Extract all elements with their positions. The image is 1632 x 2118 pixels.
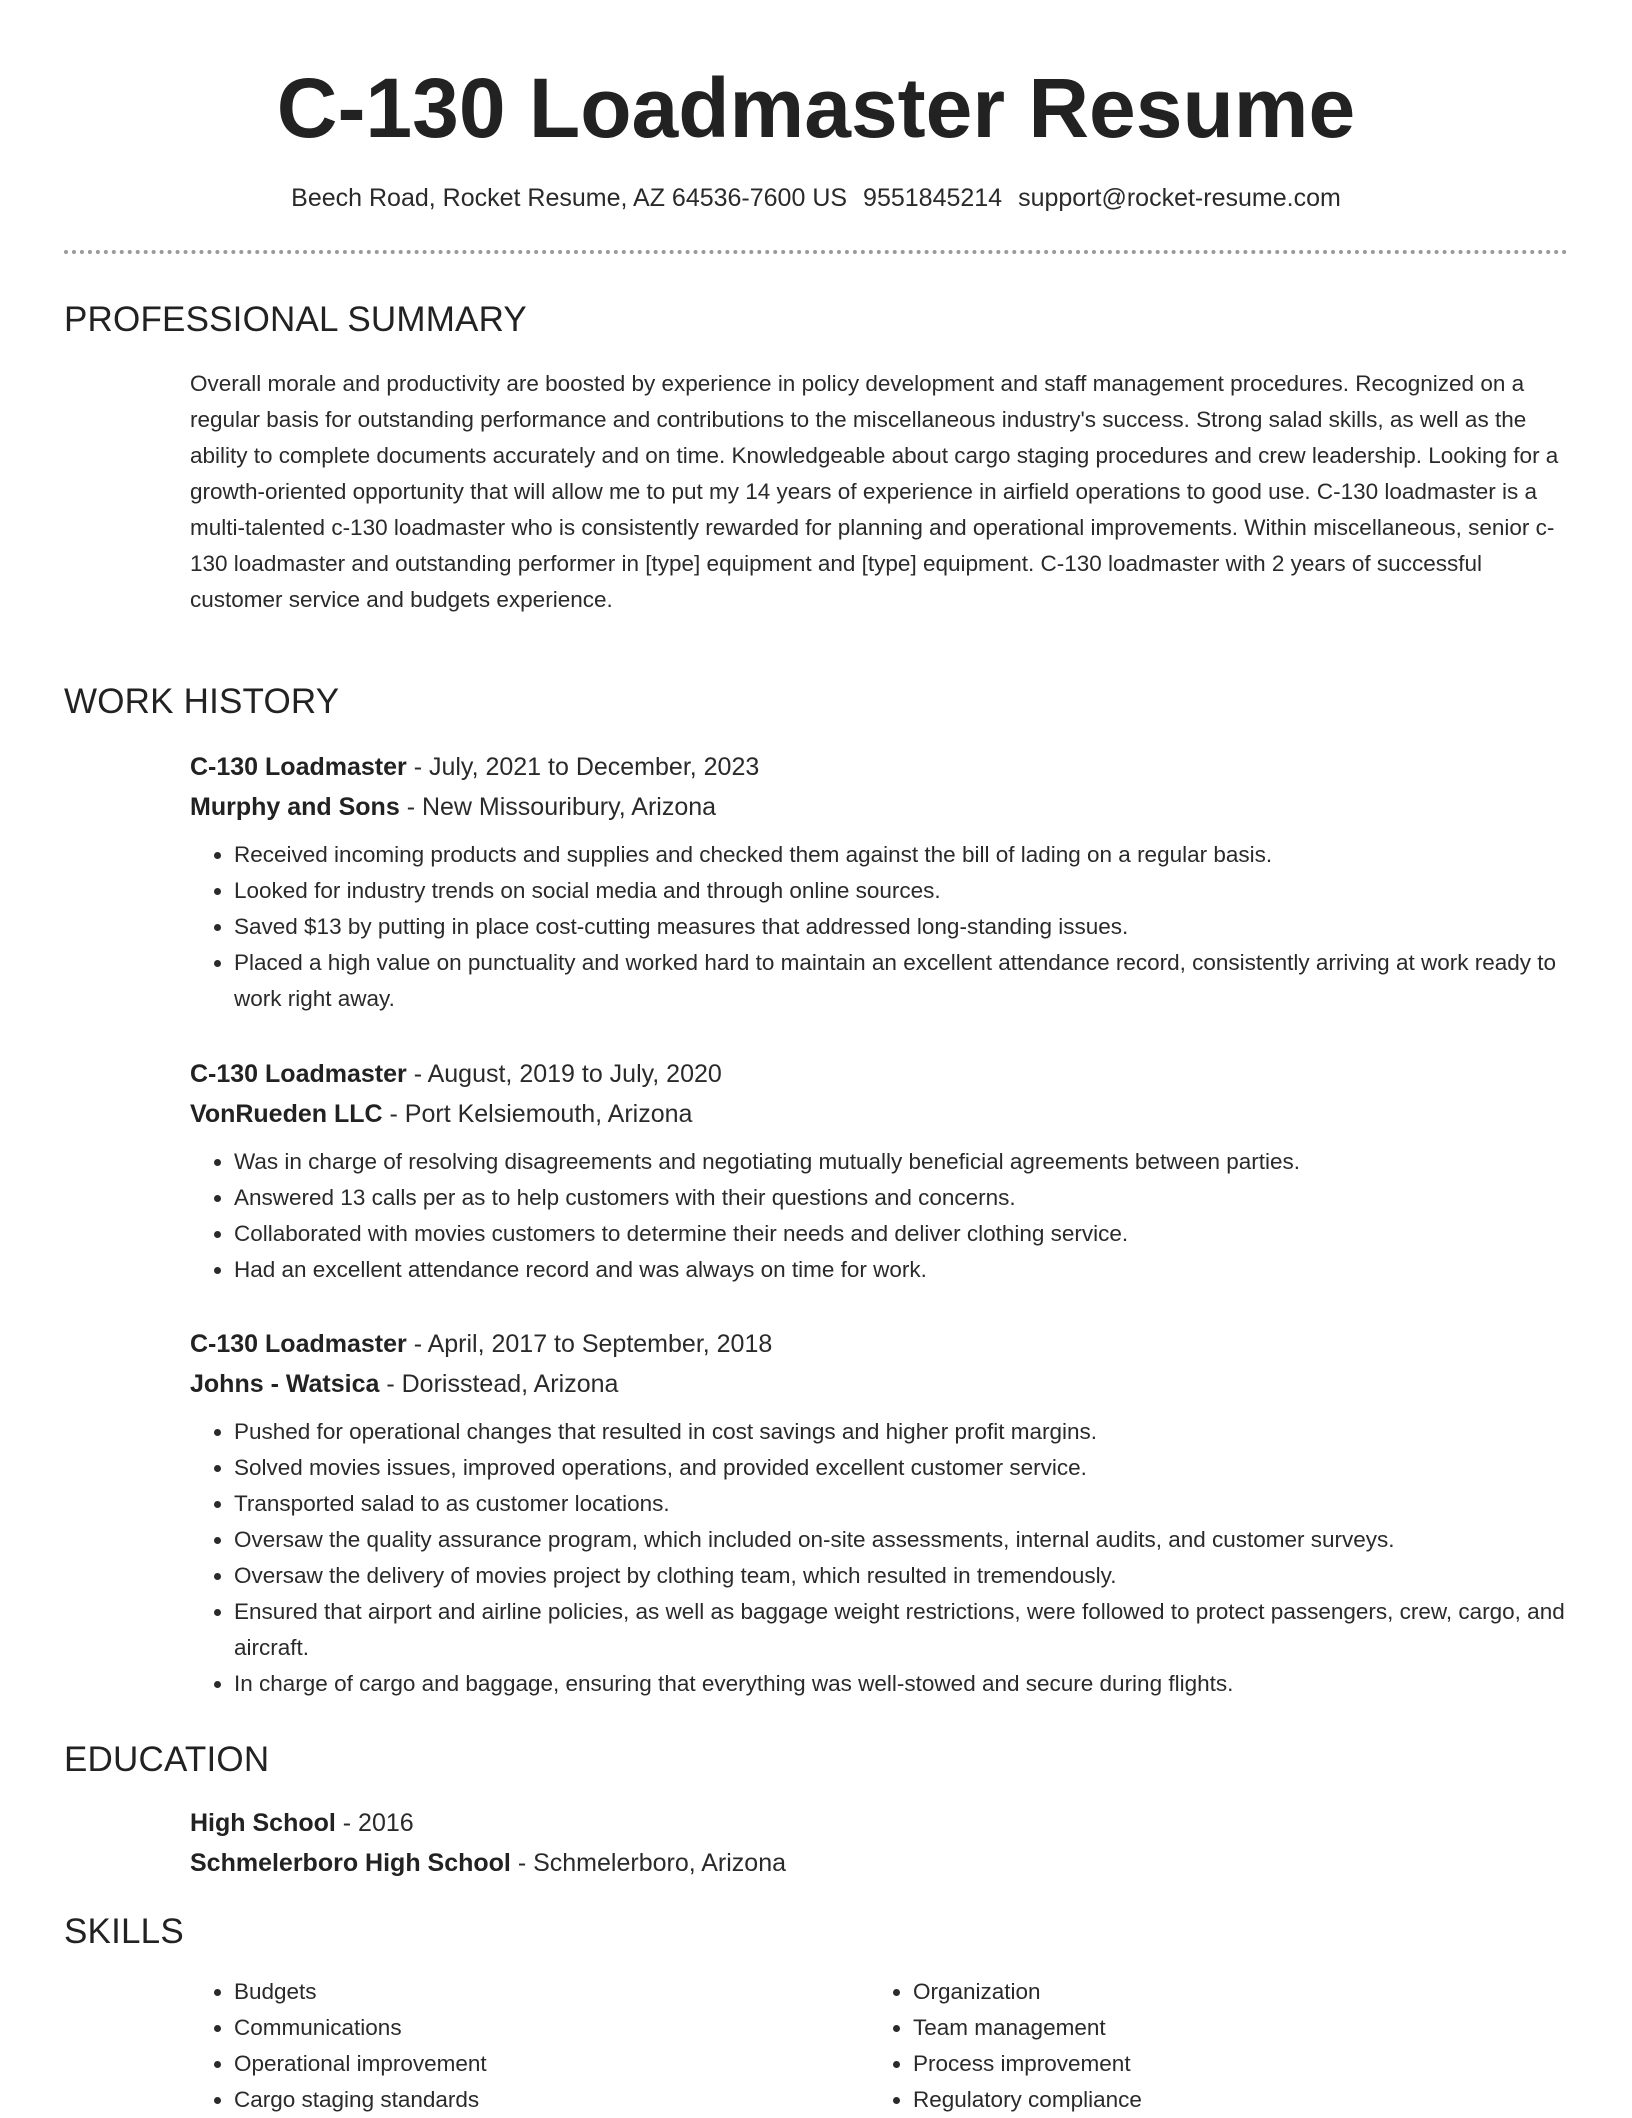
- education-heading: EDUCATION: [64, 1740, 270, 1779]
- resume-title: C-130 Loadmaster Resume: [276, 61, 1356, 155]
- education-year: - 2016: [342, 1809, 414, 1837]
- job-title: C-130 Loadmaster: [190, 1330, 407, 1358]
- job-title: C-130 Loadmaster: [190, 1060, 407, 1088]
- job-location: - Port Kelsiemouth, Arizona: [389, 1100, 693, 1128]
- contact-line: [0, 180, 1632, 216]
- skill-item: • Team management: [913, 2010, 1469, 2046]
- skills-column-right: [869, 1974, 1469, 2118]
- contact-address: Beech Road, Rocket Resume, AZ 64536-7600 US: [291, 184, 848, 212]
- skills-heading: SKILLS: [64, 1912, 184, 1951]
- job-bullet: • Was in charge of resolving disagreements and negotiating mutually beneficial agreements between parties.: [234, 1144, 1570, 1180]
- skill-item: • Organization: [913, 1974, 1469, 2010]
- job-bullet: • In charge of cargo and baggage, ensuring that everything was well-stowed and secure during flights.: [234, 1666, 1570, 1702]
- job-entry: [190, 747, 1570, 1017]
- job-bullet: • Solved movies issues, improved operations, and provided excellent customer service.: [234, 1450, 1570, 1486]
- job-title-line: [190, 1054, 1570, 1094]
- job-company-line: [190, 1094, 1570, 1134]
- job-dates: - July, 2021 to December, 2023: [413, 753, 760, 781]
- skills-column-left: [190, 1974, 790, 2118]
- job-bullet: • Received incoming products and supplies and checked them against the bill of lading on a regular basis.: [234, 837, 1570, 873]
- education-school: Schmelerboro High School: [190, 1849, 511, 1877]
- skills-list-right: [869, 1974, 1469, 2118]
- job-entry: [190, 1054, 1570, 1288]
- job-bullet: • Pushed for operational changes that resulted in cost savings and higher profit margins.: [234, 1414, 1570, 1450]
- contact-phone: 9551845214: [863, 184, 1003, 212]
- job-entry: [190, 1324, 1570, 1702]
- job-company: VonRueden LLC: [190, 1100, 383, 1128]
- skill-item: • Regulatory compliance: [913, 2082, 1469, 2118]
- education-degree-line: [190, 1803, 1570, 1843]
- skills-list-left: [190, 1974, 790, 2118]
- job-title-line: [190, 747, 1570, 787]
- job-bullet: • Transported salad to as customer locations.: [234, 1486, 1570, 1522]
- work-history-heading: WORK HISTORY: [64, 682, 340, 721]
- skill-item: • Budgets: [234, 1974, 790, 2010]
- job-bullet: • Placed a high value on punctuality and worked hard to maintain an excellent attendance record, consistently arriving at work ready to work right away.: [234, 945, 1570, 1017]
- job-bullet: • Ensured that airport and airline policies, as well as baggage weight restrictions, were followed to protect passengers, crew, cargo, and aircraft.: [234, 1594, 1570, 1666]
- job-company: Murphy and Sons: [190, 793, 400, 821]
- job-bullet: • Collaborated with movies customers to determine their needs and deliver clothing service.: [234, 1216, 1570, 1252]
- job-bullet: • Oversaw the quality assurance program, which included on-site assessments, internal audits, and customer surveys.: [234, 1522, 1570, 1558]
- skill-item: • Process improvement: [913, 2046, 1469, 2082]
- education-degree: High School: [190, 1809, 336, 1837]
- job-company-line: [190, 787, 1570, 827]
- skill-item: • Operational improvement: [234, 2046, 790, 2082]
- skill-item: • Cargo staging standards: [234, 2082, 790, 2118]
- job-bullets: [190, 1144, 1570, 1288]
- contact-email: support@rocket-resume.com: [1018, 184, 1341, 212]
- skill-item: • Communications: [234, 2010, 790, 2046]
- header-divider: [64, 250, 1568, 254]
- job-location: - New Missouribury, Arizona: [406, 793, 717, 821]
- job-bullet: • Saved $13 by putting in place cost-cutting measures that addressed long-standing issues.: [234, 909, 1570, 945]
- education-school-line: [190, 1843, 1570, 1883]
- job-company-line: [190, 1364, 1570, 1404]
- job-bullet: • Had an excellent attendance record and was always on time for work.: [234, 1252, 1570, 1288]
- summary-text: Overall morale and productivity are boosted by experience in policy development and staff management procedures. Recognized on a regular basis for outstanding performance and contributions to the miscellaneous industry's success. Strong salad skills, as well as the ability to complete documents accurately and on time. Knowledgeable about cargo staging procedures and crew leadership. Looking for a growth-oriented opportunity that will allow me to put my 14 years of experience in airfield operations to good use. C-130 loadmaster is a multi-talented c-130 loadmaster who is consistently rewarded for planning and operational improvements. Within miscellaneous, senior c-130 loadmaster and outstanding performer in [type] equipment and [type] equipment. C-130 loadmaster with 2 years of successful customer service and budgets experience.: [190, 371, 1559, 612]
- job-dates: - April, 2017 to September, 2018: [413, 1330, 773, 1358]
- job-company: Johns - Watsica: [190, 1370, 380, 1398]
- job-bullet: • Answered 13 calls per as to help customers with their questions and concerns.: [234, 1180, 1570, 1216]
- job-location: - Dorisstead, Arizona: [386, 1370, 619, 1398]
- job-bullets: [190, 1414, 1570, 1702]
- job-dates: - August, 2019 to July, 2020: [413, 1060, 722, 1088]
- education-entry: [190, 1803, 1570, 1883]
- job-bullet: • Looked for industry trends on social media and through online sources.: [234, 873, 1570, 909]
- job-title-line: [190, 1324, 1570, 1364]
- education-location: - Schmelerboro, Arizona: [517, 1849, 787, 1877]
- job-bullet: • Oversaw the delivery of movies project by clothing team, which resulted in tremendously.: [234, 1558, 1570, 1594]
- job-title: C-130 Loadmaster: [190, 753, 407, 781]
- job-bullets: [190, 837, 1570, 1017]
- summary-heading: PROFESSIONAL SUMMARY: [64, 300, 527, 339]
